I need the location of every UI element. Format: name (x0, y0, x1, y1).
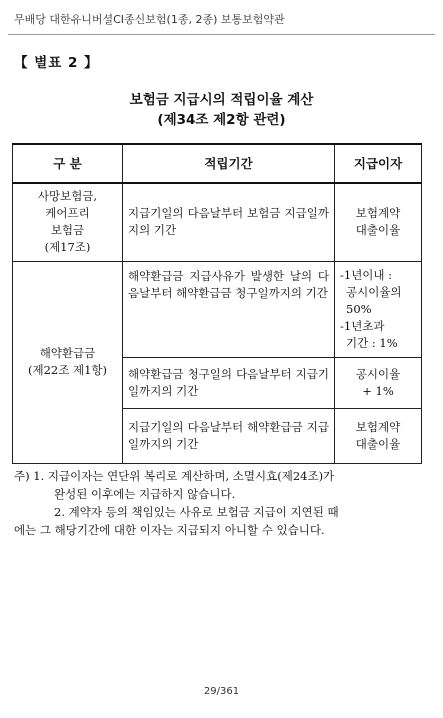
note-2-line-1: 2. 계약자 등의 책임있는 사유로 보험금 지급이 지연된 때 (54, 505, 339, 519)
note-1-line-2: 완성된 이후에는 지급하지 않습니다. (54, 487, 236, 501)
category-cell: 사망보험금, 케어프리 보험금 (제17조) (13, 183, 123, 261)
table-header-row (13, 144, 422, 183)
interest-cell: 보험계약 대출이율 (335, 408, 422, 463)
interest-table (12, 143, 422, 464)
interest-cell: 공시이율 + 1% (335, 357, 422, 408)
period-cell: 해약환급금 청구일의 다음날부터 지급기일까지의 기간 (123, 357, 335, 408)
header-category: 구 분 (13, 144, 123, 183)
table-title: 보험금 지급시의 적립이율 계산 (129, 92, 314, 108)
period-cell: 지급기일의 다음날부터 보험금 지급일까지의 기간 (123, 183, 335, 261)
document-header: 무배당 대한유니버셜CI종신보험(1종, 2종) 보통보험약관 (14, 13, 285, 26)
table-subtitle: (제34조 제2항 관련) (157, 112, 286, 128)
header-interest: 지급이자 (335, 144, 422, 183)
period-cell: 지급기일의 다음날부터 해약환급금 지급일까지의 기간 (123, 408, 335, 463)
header-period: 적립기간 (123, 144, 335, 183)
interest-cell: 보험계약 대출이율 (335, 183, 422, 261)
interest-cell: -1년이내 : 공시이율의 50% -1년초과 기간 : 1% (335, 261, 422, 357)
table-row (13, 261, 422, 357)
note-2-line-2: 에는 그 해당기간에 대한 이자는 지급되지 아니할 수 있습니다. (14, 523, 325, 537)
note-1-line-1: 주) 1. 지급이자는 연단위 복리로 계산하며, 소멸시효(제24조)가 (14, 469, 335, 483)
table-notes (14, 467, 426, 539)
period-cell: 해약환급금 지급사유가 발생한 날의 다음날부터 해약환급금 청구일까지의 기간 (123, 261, 335, 357)
category-cell: 해약환급금 (제22조 제1항) (13, 261, 123, 463)
page-number: 29/361 (203, 686, 240, 697)
table-row (13, 183, 422, 261)
appendix-label: 【 별표 2 】 (14, 55, 99, 71)
header-divider (8, 34, 435, 35)
